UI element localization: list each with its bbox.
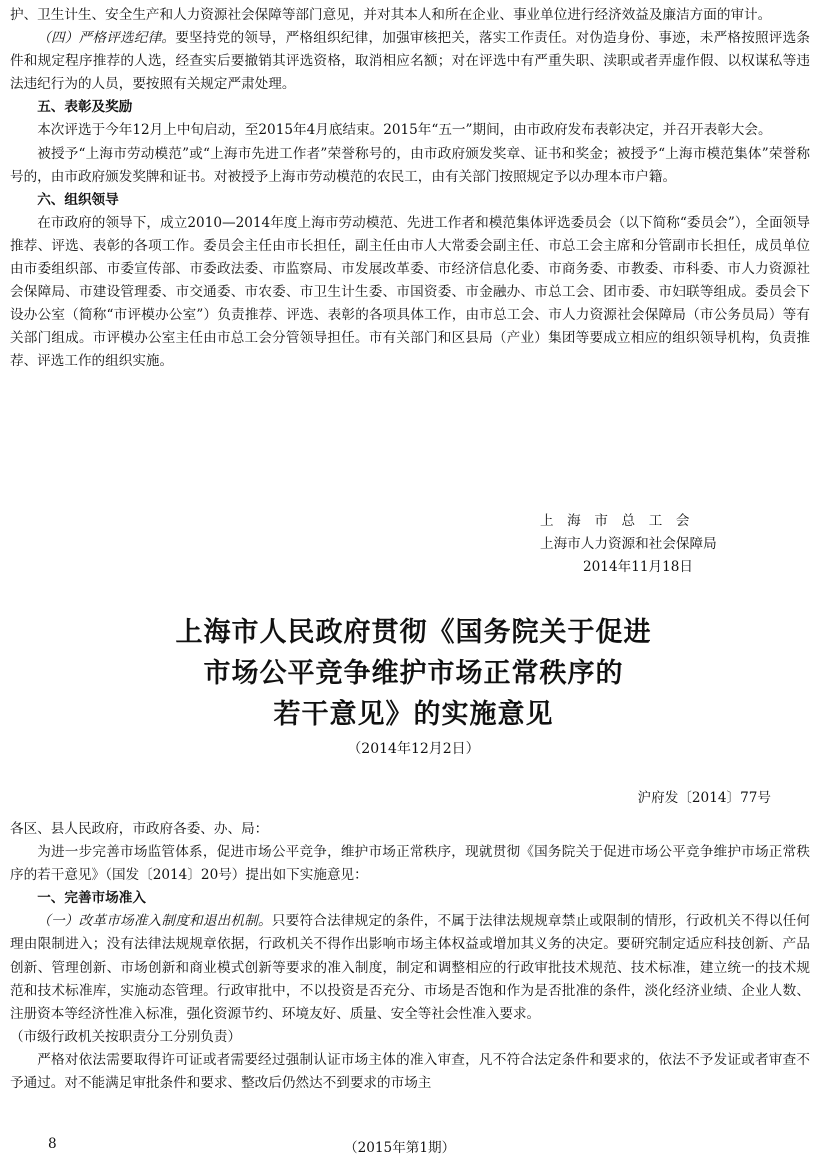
- paragraph-body: 要坚持党的领导，严格组织纪律，加强审核把关，落实工作责任。对伪造身份、事迹，未严格按照评选条件和规定程序推荐的人选，经查实后要撤销其评选资格，取消相应名额；对在评选中有严重失职、渎职或者弄虚作假、以权谋私等违法违纪行为的人员，要按照有关规定严肃处理。: [10, 30, 811, 93]
- title-line: 若干意见》的实施意见: [273, 699, 554, 730]
- paragraph: 在市政府的领导下，成立2010—2014年度上海市劳动模范、先进工作者和模范集体评选委员会（以下简称“委员会”），全面领导推荐、评选、表彰的各项工作。委员会主任由市长担任，副主任由市人大常委会副主任、市总工会主席和分管副市长担任，成员单位由市委组织部、市委宣传部、市委政法委、市监察局、市发展改革委、市经济信息化委、市商务委、市教委、市科委、市人力资源社会保障局、市建设管理委、市交通委、市农委、市卫生计生委、市国资委、市金融办、市总工会、团市委、市妇联等组成。委员会下设办公室（简称“市评模办公室”）负责推荐、评选、表彰的各项具体工作，由市总工会、市人力资源社会保障局（市公务员局）等有关部门组成。市评模办公室主任由市总工会分管领导担任。市有关部门和区县局（产业）集团等要成立相应的组织领导机构，负责推荐、评选工作的组织实施。: [10, 214, 810, 370]
- signature-date: 2014年11月18日: [583, 559, 693, 575]
- second-section: [10, 818, 810, 1095]
- document-number: 沪府发〔2014〕77号: [637, 790, 771, 806]
- paragraph: [10, 27, 810, 96]
- section-heading: 五、表彰及奖励: [37, 99, 133, 116]
- signature-org1: 上 海 市 总 工 会: [540, 513, 690, 529]
- addressee: 各区、县人民政府，市政府各委、办、局：: [10, 821, 269, 837]
- paragraph-lead: （四）严格评选纪律。: [37, 30, 176, 47]
- paragraph: 严格对依法需要取得许可证或者需要经过强制认证市场主体的准入审查，凡不符合法定条件和要求的，依法不予发证或者审查不予通过。对不能满足审批条件和要求、整改后仍然达不到要求的市场主: [10, 1051, 810, 1092]
- paragraph: 本次评选于今年12月上中旬启动，至2015年4月底结束。2015年“五一”期间，由市政府发布表彰决定，并召开表彰大会。: [37, 122, 772, 139]
- issue-label: （2015年第1期）: [344, 1140, 456, 1156]
- title-line: 上海市人民政府贯彻《国务院关于促进: [175, 617, 652, 648]
- paragraph: 护、卫生计生、安全生产和人力资源社会保障等部门意见，并对其本人和所在企业、事业单位进行经济效益及廉洁方面的审计。: [10, 7, 772, 23]
- document-title: [0, 612, 827, 735]
- section-heading: 一、完善市场准入: [37, 890, 146, 907]
- title-line: 市场公平竞争维护市场正常秩序的: [203, 658, 624, 689]
- responsibility-note: （市级行政机关按职责分工分别负责）: [10, 1028, 242, 1045]
- paragraph-body: 只要符合法律规定的条件，不属于法律法规规章禁止或限制的情形，行政机关不得以任何理由限制进入；没有法律法规规章依据，行政机关不得作出影响市场主体权益或增加其义务的决定。要研究制定适应科技创新、产品创新、管理创新、市场创新和商业模式创新等要求的准入制度，制定和调整相应的行政审批技术规范、技术标准，建立统一的技术规范和技术标准库，实施动态管理。行政审批中，不以投资是否充分、市场是否饱和作为是否批准的条件，淡化经济业绩、企业人数、注册资本等经济性准入标准，强化资源节约、环境友好、质量、安全等社会性准入要求。: [10, 913, 811, 1022]
- signature-org2: 上海市人力资源和社会保障局: [540, 536, 717, 552]
- paragraph: 为进一步完善市场监管体系，促进市场公平竞争，维护市场正常秩序，现就贯彻《国务院关于促进市场公平竞争维护市场正常秩序的若干意见》（国发〔2014〕20号）提出如下实施意见：: [10, 844, 810, 884]
- paragraph: [10, 910, 810, 1025]
- paragraph: 被授予“上海市劳动模范”或“上海市先进工作者”荣誉称号的，由市政府颁发奖章、证书和奖金；被授予“上海市模范集体”荣誉称号的，由市政府颁发奖牌和证书。对被授予上海市劳动模范的农民工，由有关部门按照规定予以办理本市户籍。: [10, 145, 810, 185]
- paragraph-lead: （一）改革市场准入制度和退出机制。: [37, 913, 272, 930]
- top-section: [10, 4, 810, 374]
- page-number: 8: [48, 1136, 57, 1152]
- title-date: （2014年12月2日）: [347, 741, 480, 757]
- section-heading: 六、组织领导: [37, 191, 119, 208]
